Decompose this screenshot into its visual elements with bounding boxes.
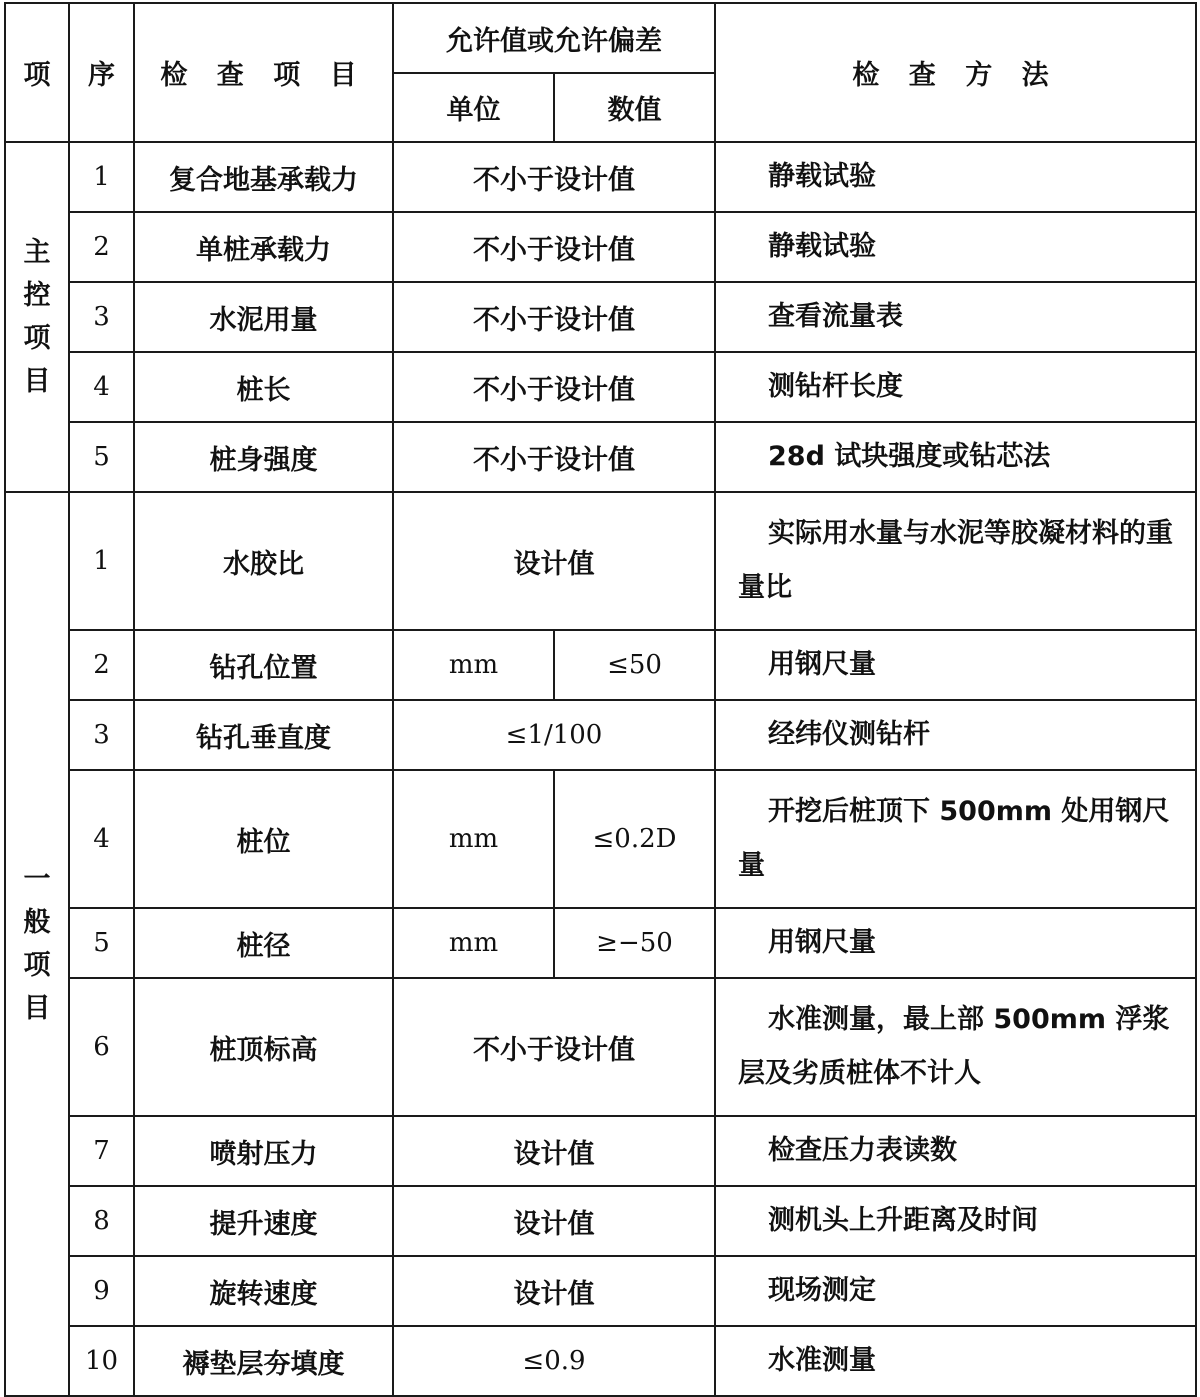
seq-cell: 2 xyxy=(69,630,134,700)
seq-cell: 10 xyxy=(69,1326,134,1396)
method-cell: 静载试验 xyxy=(715,212,1196,282)
seq-cell: 2 xyxy=(69,212,134,282)
header-seq: 序 xyxy=(69,3,134,142)
table-row xyxy=(5,630,1196,700)
value-cell: ≥−50 xyxy=(554,908,715,978)
value-cell: ≤0.2D xyxy=(554,770,715,908)
method-cell: 水准测量 xyxy=(715,1326,1196,1396)
tolerance-cell: 设计值 xyxy=(393,492,715,630)
seq-cell: 3 xyxy=(69,282,134,352)
item-cell: 桩顶标高 xyxy=(134,978,393,1116)
tolerance-cell: 不小于设计值 xyxy=(393,422,715,492)
inspection-table xyxy=(4,2,1197,1397)
seq-cell: 9 xyxy=(69,1256,134,1326)
header-unit: 单位 xyxy=(393,73,554,142)
group-label-char: 一 xyxy=(23,864,51,895)
group-label-char: 目 xyxy=(23,993,51,1024)
method-cell: 用钢尺量 xyxy=(715,630,1196,700)
method-cell: 检查压力表读数 xyxy=(715,1116,1196,1186)
header-value: 数值 xyxy=(554,73,715,142)
item-cell: 提升速度 xyxy=(134,1186,393,1256)
seq-cell: 5 xyxy=(69,908,134,978)
seq-cell: 8 xyxy=(69,1186,134,1256)
table-row xyxy=(5,352,1196,422)
item-cell: 喷射压力 xyxy=(134,1116,393,1186)
item-cell: 桩位 xyxy=(134,770,393,908)
tolerance-cell: 不小于设计值 xyxy=(393,282,715,352)
item-cell: 复合地基承载力 xyxy=(134,142,393,212)
item-cell: 钻孔垂直度 xyxy=(134,700,393,770)
tolerance-cell: 不小于设计值 xyxy=(393,352,715,422)
table-row xyxy=(5,1116,1196,1186)
group-label-char: 项 xyxy=(23,950,51,981)
value-cell: ≤50 xyxy=(554,630,715,700)
item-cell: 桩长 xyxy=(134,352,393,422)
table-row xyxy=(5,700,1196,770)
unit-cell: mm xyxy=(393,908,554,978)
tolerance-cell: 不小于设计值 xyxy=(393,978,715,1116)
header-category: 项 xyxy=(5,3,69,142)
tolerance-cell: ≤1/100 xyxy=(393,700,715,770)
group-label-char: 般 xyxy=(23,907,51,938)
unit-cell: mm xyxy=(393,630,554,700)
tolerance-cell: ≤0.9 xyxy=(393,1326,715,1396)
method-cell: 现场测定 xyxy=(715,1256,1196,1326)
item-cell: 桩径 xyxy=(134,908,393,978)
seq-cell: 4 xyxy=(69,352,134,422)
table-row xyxy=(5,1186,1196,1256)
method-cell: 经纬仪测钻杆 xyxy=(715,700,1196,770)
seq-cell: 5 xyxy=(69,422,134,492)
item-cell: 单桩承载力 xyxy=(134,212,393,282)
header-row xyxy=(5,3,1196,73)
item-cell: 水胶比 xyxy=(134,492,393,630)
item-cell: 褥垫层夯填度 xyxy=(134,1326,393,1396)
header-item: 检 查 项 目 xyxy=(134,3,393,142)
seq-cell: 4 xyxy=(69,770,134,908)
group-label-char: 项 xyxy=(23,323,51,354)
seq-cell: 1 xyxy=(69,142,134,212)
item-cell: 桩身强度 xyxy=(134,422,393,492)
method-cell: 开挖后桩顶下 500mm 处用钢尺量 xyxy=(715,770,1196,908)
item-cell: 旋转速度 xyxy=(134,1256,393,1326)
item-cell: 水泥用量 xyxy=(134,282,393,352)
tolerance-cell: 设计值 xyxy=(393,1186,715,1256)
tolerance-cell: 设计值 xyxy=(393,1256,715,1326)
table-row xyxy=(5,142,1196,212)
seq-cell: 1 xyxy=(69,492,134,630)
method-cell: 测钻杆长度 xyxy=(715,352,1196,422)
method-cell: 水准测量，最上部 500mm 浮浆层及劣质桩体不计人 xyxy=(715,978,1196,1116)
table-row xyxy=(5,908,1196,978)
group-label-char: 控 xyxy=(23,280,51,311)
group-label xyxy=(5,492,69,1396)
method-cell: 用钢尺量 xyxy=(715,908,1196,978)
table-row xyxy=(5,492,1196,630)
table-row xyxy=(5,1326,1196,1396)
tolerance-cell: 不小于设计值 xyxy=(393,212,715,282)
seq-cell: 7 xyxy=(69,1116,134,1186)
header-method: 检 查 方 法 xyxy=(715,3,1196,142)
method-cell: 实际用水量与水泥等胶凝材料的重量比 xyxy=(715,492,1196,630)
header-tolerance: 允许值或允许偏差 xyxy=(393,3,715,73)
table-row xyxy=(5,282,1196,352)
group-label xyxy=(5,142,69,492)
method-cell: 静载试验 xyxy=(715,142,1196,212)
method-cell: 测机头上升距离及时间 xyxy=(715,1186,1196,1256)
unit-cell: mm xyxy=(393,770,554,908)
table-row xyxy=(5,212,1196,282)
table-row xyxy=(5,770,1196,908)
tolerance-cell: 不小于设计值 xyxy=(393,142,715,212)
tolerance-cell: 设计值 xyxy=(393,1116,715,1186)
group-label-char: 主 xyxy=(23,237,51,268)
table-row xyxy=(5,978,1196,1116)
method-cell: 查看流量表 xyxy=(715,282,1196,352)
item-cell: 钻孔位置 xyxy=(134,630,393,700)
seq-cell: 6 xyxy=(69,978,134,1116)
method-cell: 28d 试块强度或钻芯法 xyxy=(715,422,1196,492)
table-row xyxy=(5,422,1196,492)
seq-cell: 3 xyxy=(69,700,134,770)
table-row xyxy=(5,1256,1196,1326)
group-label-char: 目 xyxy=(23,366,51,397)
